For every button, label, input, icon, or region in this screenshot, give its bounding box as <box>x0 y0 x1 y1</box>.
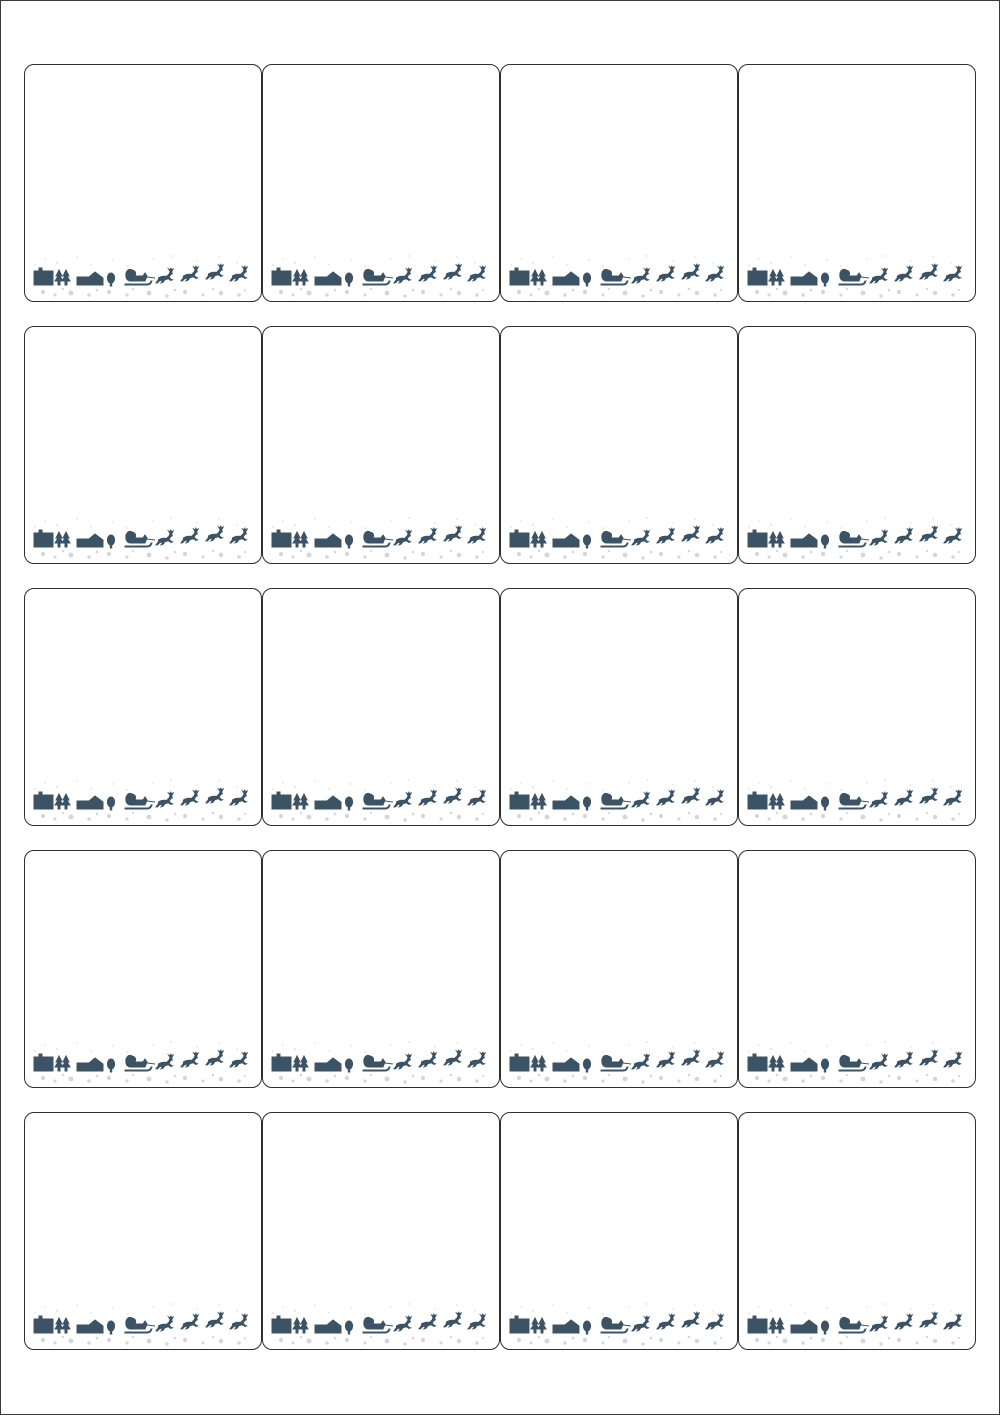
christmas-scene-icon <box>507 775 729 823</box>
christmas-scene-icon <box>745 251 967 299</box>
christmas-scene-icon <box>507 251 729 299</box>
blank-label[interactable] <box>500 850 738 1088</box>
christmas-scene-icon <box>745 1299 967 1347</box>
christmas-scene-icon <box>269 1037 491 1085</box>
christmas-scene-icon <box>31 1299 253 1347</box>
christmas-scene-icon <box>745 1037 967 1085</box>
christmas-scene-icon <box>507 1037 729 1085</box>
christmas-scene-icon <box>745 775 967 823</box>
blank-label[interactable] <box>500 326 738 564</box>
blank-label[interactable] <box>500 588 738 826</box>
blank-label[interactable] <box>738 326 976 564</box>
blank-label[interactable] <box>738 64 976 302</box>
blank-label[interactable] <box>24 64 262 302</box>
christmas-scene-icon <box>31 1037 253 1085</box>
blank-label[interactable] <box>500 1112 738 1350</box>
blank-label[interactable] <box>262 850 500 1088</box>
christmas-scene-icon <box>745 513 967 561</box>
blank-label[interactable] <box>24 588 262 826</box>
christmas-scene-icon <box>31 513 253 561</box>
blank-label[interactable] <box>262 64 500 302</box>
blank-label[interactable] <box>738 1112 976 1350</box>
blank-label[interactable] <box>500 64 738 302</box>
blank-label[interactable] <box>24 326 262 564</box>
christmas-scene-icon <box>31 775 253 823</box>
christmas-scene-icon <box>507 1299 729 1347</box>
christmas-scene-icon <box>269 775 491 823</box>
christmas-scene-icon <box>269 513 491 561</box>
blank-label[interactable] <box>738 588 976 826</box>
christmas-scene-icon <box>31 251 253 299</box>
label-grid <box>1 1 999 1414</box>
blank-label[interactable] <box>262 1112 500 1350</box>
blank-label[interactable] <box>262 588 500 826</box>
christmas-scene-icon <box>269 251 491 299</box>
blank-label[interactable] <box>24 1112 262 1350</box>
christmas-scene-icon <box>269 1299 491 1347</box>
blank-label[interactable] <box>24 850 262 1088</box>
christmas-scene-icon <box>507 513 729 561</box>
blank-label[interactable] <box>738 850 976 1088</box>
blank-label[interactable] <box>262 326 500 564</box>
